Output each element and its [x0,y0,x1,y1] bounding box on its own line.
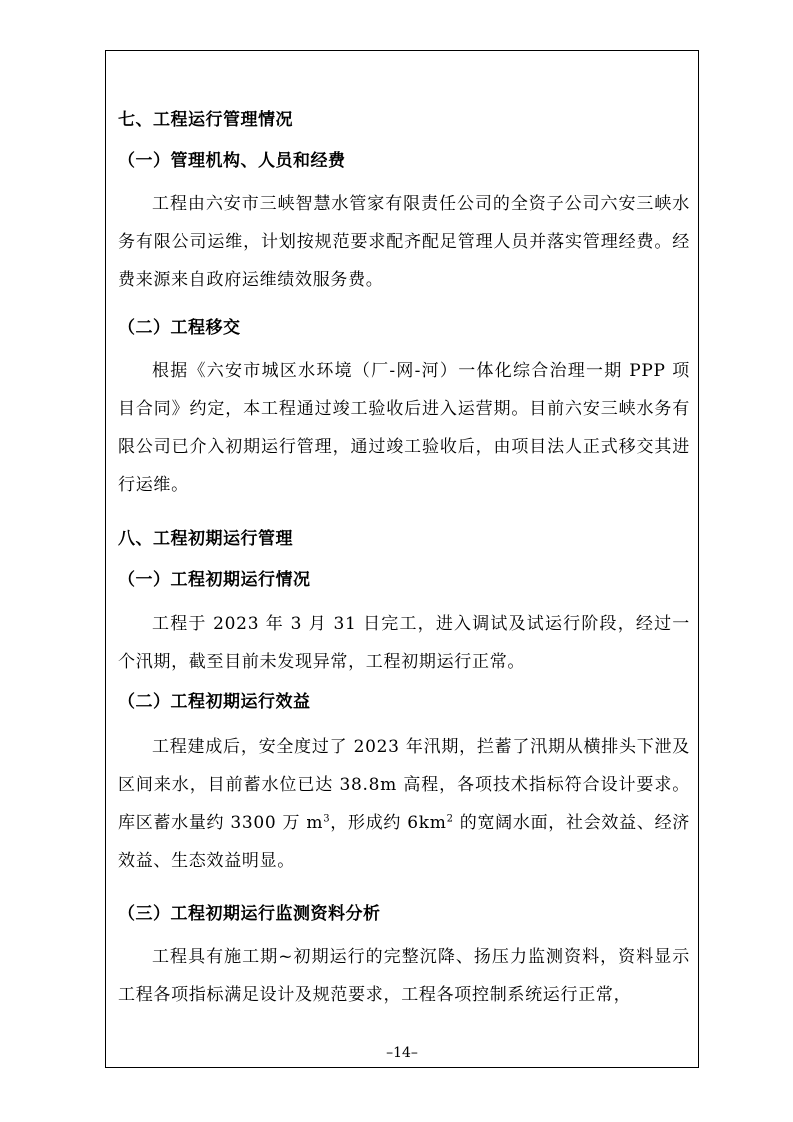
section-7-1-paragraph: 工程由六安市三峡智慧水管家有限责任公司的全资子公司六安三峡水务有限公司运维，计划按规范要求配齐配足管理人员并落实管理经费。经费来源来自政府运维绩效服务费。 [118,194,690,290]
section-8-2-text-a: 工程建成后，安全度过了 2023 年汛期，拦蓄了汛期从横排头下泄及区间来水，目前蓄水位已达 38.8m 高程，各项技术指标符合设计要求。库区蓄水量约 3300 万 m [118,737,690,833]
section-8-heading: 八、工程初期运行管理 [118,529,293,549]
square-superscript: 2 [446,813,454,825]
page-frame [105,50,699,1068]
section-8-3-paragraph: 工程具有施工期~初期运行的完整沉降、扬压力监测资料，资料显示工程各项指标满足设计及规范要求，工程各项控制系统运行正常， [118,947,690,1005]
section-8-1-paragraph: 工程于 2023 年 3 月 31 日完工，进入调试及试运行阶段，经过一个汛期，截至目前未发现异常，工程初期运行正常。 [118,614,690,672]
section-8-1-heading: （一）工程初期运行情况 [118,570,311,590]
section-8-2-text-c: 的宽阔水面，社会效益、经济效益、生态效益明显。 [118,813,690,871]
section-8-2-text-b: ，形成约 6km [330,813,447,833]
section-8-2-paragraph [118,728,690,880]
section-8-3-heading: （三）工程初期运行监测资料分析 [118,904,381,924]
section-7-2-paragraph: 根据《六安市城区水环境（厂-网-河）一体化综合治理一期 PPP 项目合同》约定，本工程通过竣工验收后进入运营期。目前六安三峡水务有限公司已介入初期运行管理，通过竣工验收后，由项目法人正式移交其进行运维。 [118,361,690,495]
section-7-2-heading: （二）工程移交 [118,318,241,338]
page-number: –14– [386,1045,418,1061]
cubic-superscript: 3 [323,813,331,825]
section-8-2-heading: （二）工程初期运行效益 [118,692,311,712]
section-7-1-heading: （一）管理机构、人员和经费 [118,151,346,171]
section-7-heading: 七、工程运行管理情况 [118,110,293,130]
